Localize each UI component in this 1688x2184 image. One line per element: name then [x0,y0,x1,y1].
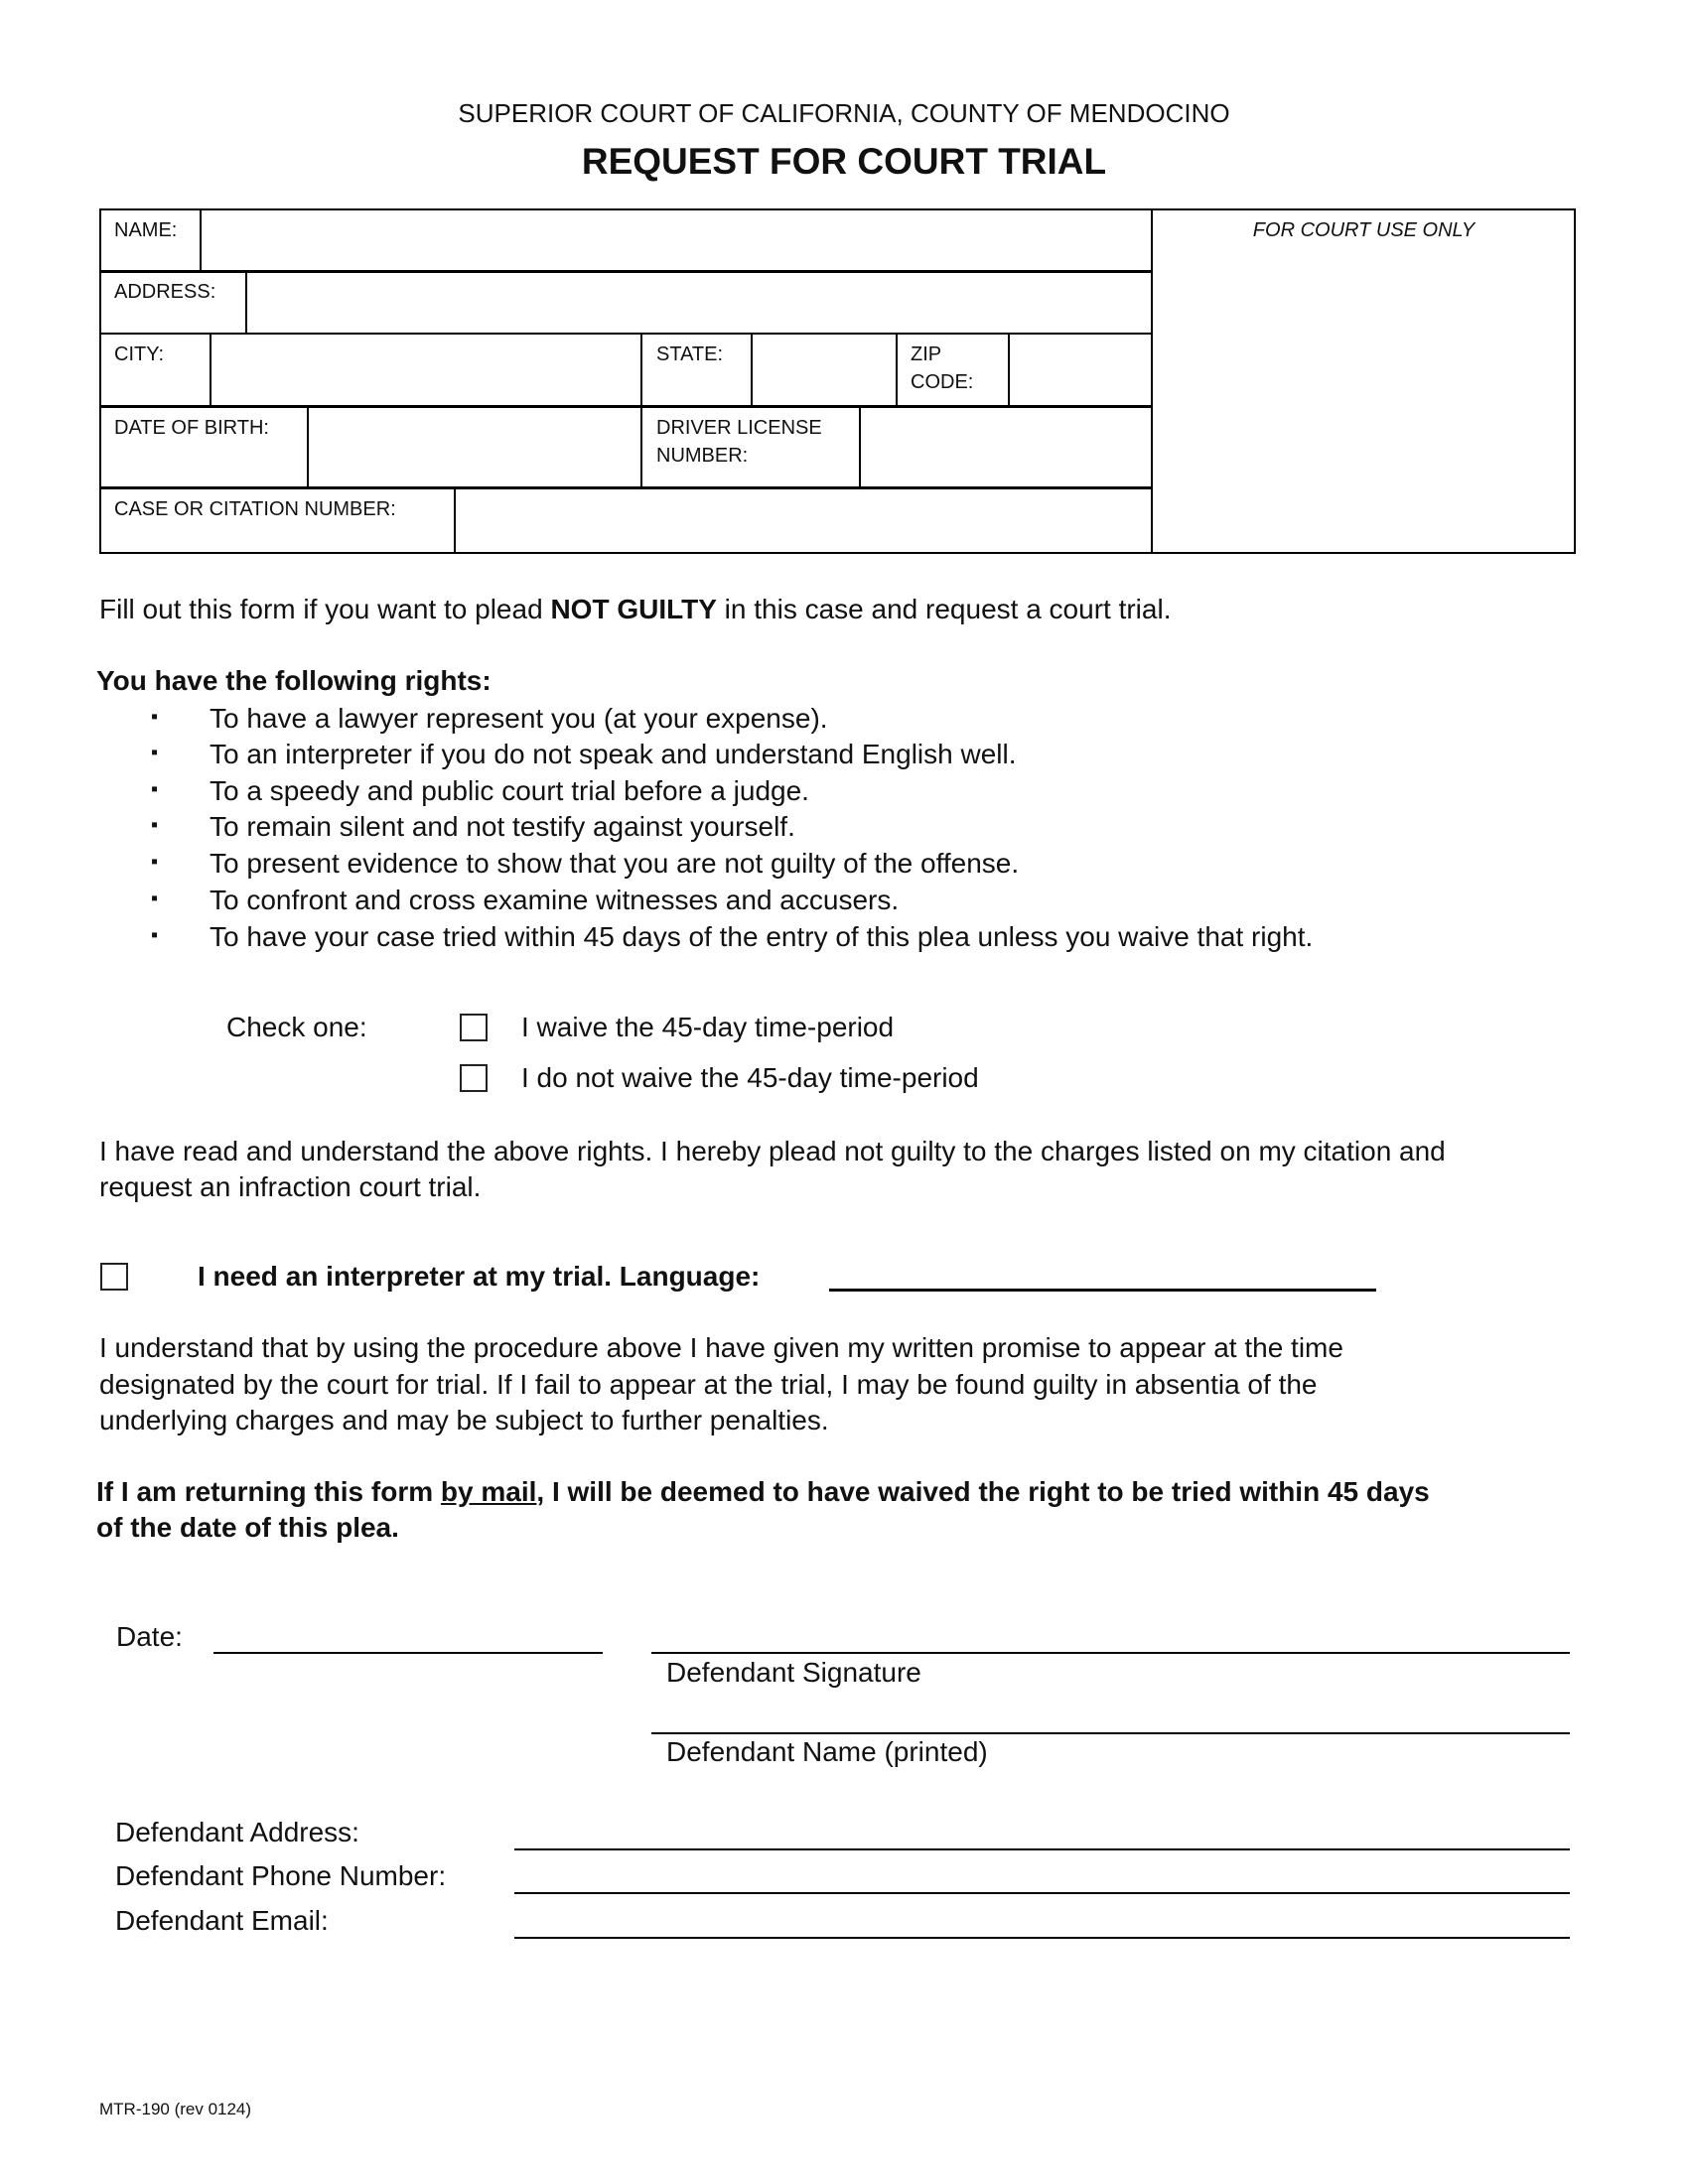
case-number-field[interactable] [457,490,1150,552]
driver-license-label: DRIVER LICENSE [656,417,822,439]
mail-notice-line-1 [96,1475,1430,1509]
state-label: STATE: [656,343,724,365]
bullet-icon: ▪ [151,778,159,800]
printed-name-field[interactable] [651,1732,1570,1734]
mail-notice-line-2: of the date of this plea. [96,1512,399,1543]
divider [896,334,898,406]
divider [245,271,247,334]
waive-option-label: I waive the 45-day time-period [521,1012,895,1042]
dob-label: DATE OF BIRTH: [114,417,269,439]
divider [307,406,309,487]
waive-checkbox[interactable] [460,1014,488,1041]
driver-license-label-2: NUMBER: [656,445,749,467]
zip-label: ZIP [911,343,942,365]
mail-notice-by-mail: by mail [440,1476,537,1507]
case-number-label: CASE OR CITATION NUMBER: [114,498,396,520]
name-field[interactable] [203,210,1150,270]
defendant-email-field[interactable] [514,1937,1570,1939]
form-id: MTR-190 (rev 0124) [99,2100,252,2118]
name-label: NAME: [114,219,178,241]
zip-field[interactable] [1011,336,1150,405]
interpreter-checkbox[interactable] [100,1263,128,1291]
signature-field[interactable] [651,1652,1570,1654]
state-field[interactable] [754,336,895,405]
right-item: To an interpreter if you do not speak and understand English well. [210,739,1017,769]
driver-license-field[interactable] [862,409,1150,486]
intro-post: in this case and request a court trial. [716,594,1172,624]
divider [454,487,456,554]
promise-line-3: underlying charges and may be subject to further penalties. [99,1405,829,1435]
zip-label-2: CODE: [911,371,974,393]
form-title: REQUEST FOR COURT TRIAL [581,141,1107,182]
address-field[interactable] [248,273,1150,333]
right-item: To present evidence to show that you are not guilty of the offense. [210,848,1020,879]
do-not-waive-option-label: I do not waive the 45-day time-period [521,1062,979,1093]
bullet-icon: ▪ [151,706,159,728]
court-name: SUPERIOR COURT OF CALIFORNIA, COUNTY OF MENDOCINO [458,98,1230,128]
printed-name-label: Defendant Name (printed) [666,1736,988,1767]
right-item: To have a lawyer represent you (at your expense). [210,703,828,734]
intro-not-guilty: NOT GUILTY [550,594,717,624]
signature-label: Defendant Signature [666,1657,921,1688]
bullet-icon: ▪ [151,887,159,909]
defendant-address-field[interactable] [514,1848,1570,1850]
city-label: CITY: [114,343,165,365]
divider [210,334,211,406]
right-item: To confront and cross examine witnesses and accusers. [210,885,900,915]
divider [200,208,202,271]
divider [859,406,861,487]
court-use-only-label: FOR COURT USE ONLY [1252,219,1476,241]
date-label: Date: [116,1621,183,1652]
check-one-label: Check one: [226,1012,367,1042]
bullet-icon: ▪ [151,924,159,946]
mail-notice-pre: If I am returning this form [96,1476,441,1507]
defendant-address-label: Defendant Address: [115,1817,359,1847]
defendant-phone-label: Defendant Phone Number: [115,1860,447,1891]
bullet-icon: ▪ [151,742,159,763]
divider [99,333,1152,335]
right-item: To have your case tried within 45 days of the entry of this plea unless you waive that right. [210,921,1314,952]
divider [1008,334,1010,406]
intro-text [99,593,1171,626]
dob-field[interactable] [310,409,639,486]
defendant-phone-field[interactable] [514,1892,1570,1894]
right-item: To a speedy and public court trial before a judge. [210,775,809,806]
divider [640,334,642,487]
city-field[interactable] [212,336,639,405]
do-not-waive-checkbox[interactable] [460,1064,488,1092]
right-item: To remain silent and not testify against yourself. [210,811,795,842]
mail-notice-post: , I will be deemed to have waived the right to be tried within 45 days [536,1476,1430,1507]
plea-line-2: request an infraction court trial. [99,1171,482,1202]
intro-pre: Fill out this form if you want to plead [99,594,551,624]
rights-heading: You have the following rights: [96,665,492,696]
divider [99,405,1152,408]
promise-line-2: designated by the court for trial. If I fail to appear at the trial, I may be found guilty in absentia of the [99,1369,1318,1400]
language-field[interactable] [829,1257,1376,1292]
bullet-icon: ▪ [151,851,159,873]
divider [751,334,753,406]
date-field[interactable] [213,1652,603,1654]
defendant-email-label: Defendant Email: [115,1905,329,1936]
address-label: ADDRESS: [114,281,216,303]
interpreter-label: I need an interpreter at my trial. Language: [198,1261,761,1292]
divider [1151,208,1153,554]
divider [99,486,1152,489]
plea-line-1: I have read and understand the above rights. I hereby plead not guilty to the charges listed on my citation and [99,1136,1446,1166]
bullet-icon: ▪ [151,814,159,836]
promise-line-1: I understand that by using the procedure above I have given my written promise to appear at the time [99,1332,1343,1363]
